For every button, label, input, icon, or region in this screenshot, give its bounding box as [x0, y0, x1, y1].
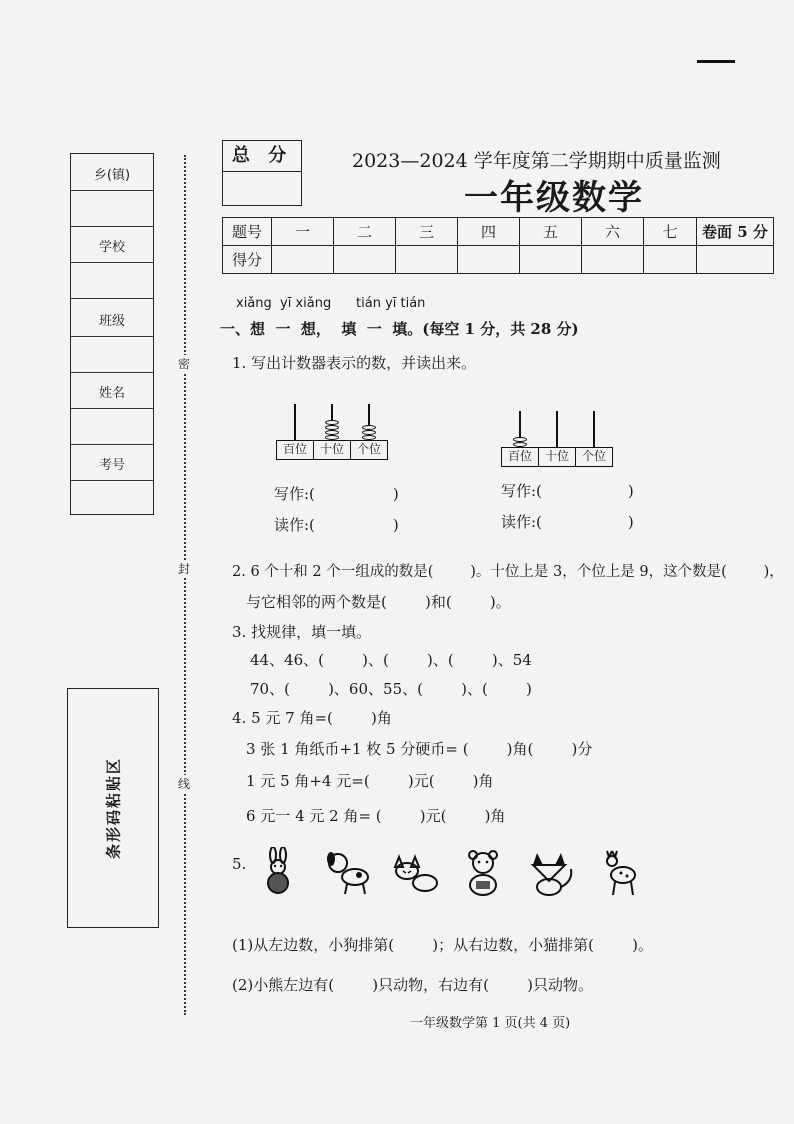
abacus-left: [276, 388, 388, 460]
q3-line1: 44、46、( )、( )、( )、54: [250, 651, 532, 669]
q1-text: 1. 写出计数器表示的数，并读出来。: [232, 354, 477, 372]
col-5: 五: [520, 218, 582, 246]
score-cell[interactable]: [272, 246, 334, 274]
section-pinyin: xiǎng yī xiǎng tián yī tián: [236, 296, 426, 311]
abacus-bead: [362, 430, 376, 435]
fox-icon: [527, 847, 577, 897]
subject-title: 一年级数学: [464, 178, 644, 218]
col-2: 二: [334, 218, 396, 246]
dog-icon: [323, 847, 373, 897]
abacus-bead: [325, 425, 339, 430]
section-title: 一、想 一 想， 填 一 填。(每空 1 分，共 28 分): [220, 320, 579, 338]
abacus-bead: [513, 437, 527, 442]
seal-line: [184, 155, 186, 1015]
score-cell[interactable]: [582, 246, 644, 274]
abacus-label-ones: 个位: [581, 449, 606, 463]
abacus-bead: [325, 430, 339, 435]
score-cell[interactable]: [396, 246, 458, 274]
score-cell[interactable]: [458, 246, 520, 274]
score-cell[interactable]: [520, 246, 582, 274]
q4-line3: 1 元 5 角+4 元=( )元( )角: [246, 772, 494, 790]
q1-read-left: 读作:( ): [274, 516, 399, 534]
q5-sub2: (2)小熊左边有( )只动物，右边有( )只动物。: [232, 976, 593, 994]
q3-text: 3. 找规律，填一填。: [232, 623, 372, 641]
row-label-question: 题号: [223, 218, 272, 246]
q1-read-right: 读作:( ): [501, 513, 634, 531]
exam-title: 2023—2024 学年度第二学期期中质量监测: [352, 150, 721, 172]
q1-write-right: 写作:( ): [501, 482, 634, 500]
abacus-label-ones: 个位: [356, 442, 381, 456]
abacus-right: [501, 395, 613, 467]
col-6: 六: [582, 218, 644, 246]
abacus-bead: [325, 420, 339, 425]
field-exam-id: 考号: [98, 458, 125, 473]
q5-number: 5.: [232, 855, 247, 873]
total-score-box: [222, 140, 302, 206]
q3-line2: 70、( )、60、55、( )、( ): [250, 680, 532, 698]
cat-icon: [391, 847, 441, 897]
rabbit-icon: [255, 847, 305, 897]
q1-write-left: 写作:( ): [274, 485, 399, 503]
page-footer: 一年级数学第 1 页(共 4 页): [410, 1016, 571, 1031]
q4-line4: 6 元一 4 元 2 角= ( )元( )角: [246, 807, 506, 825]
abacus-label-tens: 十位: [314, 441, 351, 459]
q5-sub1: (1)从左边数，小狗排第( )；从右边数，小猫排第( )。: [232, 936, 653, 954]
col-3: 三: [396, 218, 458, 246]
field-school: 学校: [98, 240, 125, 255]
q4-line1: 4. 5 元 7 角=( )角: [232, 709, 392, 727]
abacus-bead: [325, 435, 339, 440]
student-info-box: [70, 153, 154, 515]
col-1: 一: [272, 218, 334, 246]
abacus-rod: [294, 404, 296, 440]
animal-row: [255, 847, 645, 897]
total-score-label: 总 分: [223, 141, 301, 172]
seal-char-xian: 线: [175, 775, 193, 792]
abacus-bead: [362, 425, 376, 430]
barcode-label: 条形码粘贴区: [104, 756, 123, 860]
bear-icon: [459, 847, 509, 897]
col-4: 四: [458, 218, 520, 246]
abacus-label-hundreds: 百位: [277, 441, 314, 459]
barcode-area: [67, 688, 159, 928]
q2-line1: 2. 6 个十和 2 个一组成的数是( )。十位上是 3，个位上是 9，这个数是( )，: [232, 564, 784, 580]
abacus-bead: [513, 442, 527, 447]
q4-line2: 3 张 1 角纸币+1 枚 5 分硬币= ( )角( )分: [246, 740, 593, 758]
abacus-label-hundreds: 百位: [502, 448, 539, 466]
seal-char-feng: 封: [175, 560, 193, 577]
row-label-score: 得分: [223, 246, 272, 274]
seal-char-mi: 密: [175, 355, 193, 372]
field-name: 姓名: [98, 386, 125, 401]
abacus-rod: [593, 411, 595, 447]
col-7: 七: [644, 218, 697, 246]
q2-line2: 与它相邻的两个数是( )和( )。: [246, 593, 511, 611]
field-class: 班级: [98, 314, 125, 329]
corner-mark: [697, 60, 735, 63]
score-cell[interactable]: [644, 246, 697, 274]
abacus-label-tens: 十位: [539, 448, 576, 466]
score-cell[interactable]: [697, 246, 774, 274]
score-cell[interactable]: [334, 246, 396, 274]
score-table: [222, 217, 774, 274]
field-town: 乡(镇): [93, 168, 131, 183]
abacus-rod: [556, 411, 558, 447]
deer-icon: [595, 847, 645, 897]
col-neatness: 卷面 5 分: [697, 218, 774, 246]
